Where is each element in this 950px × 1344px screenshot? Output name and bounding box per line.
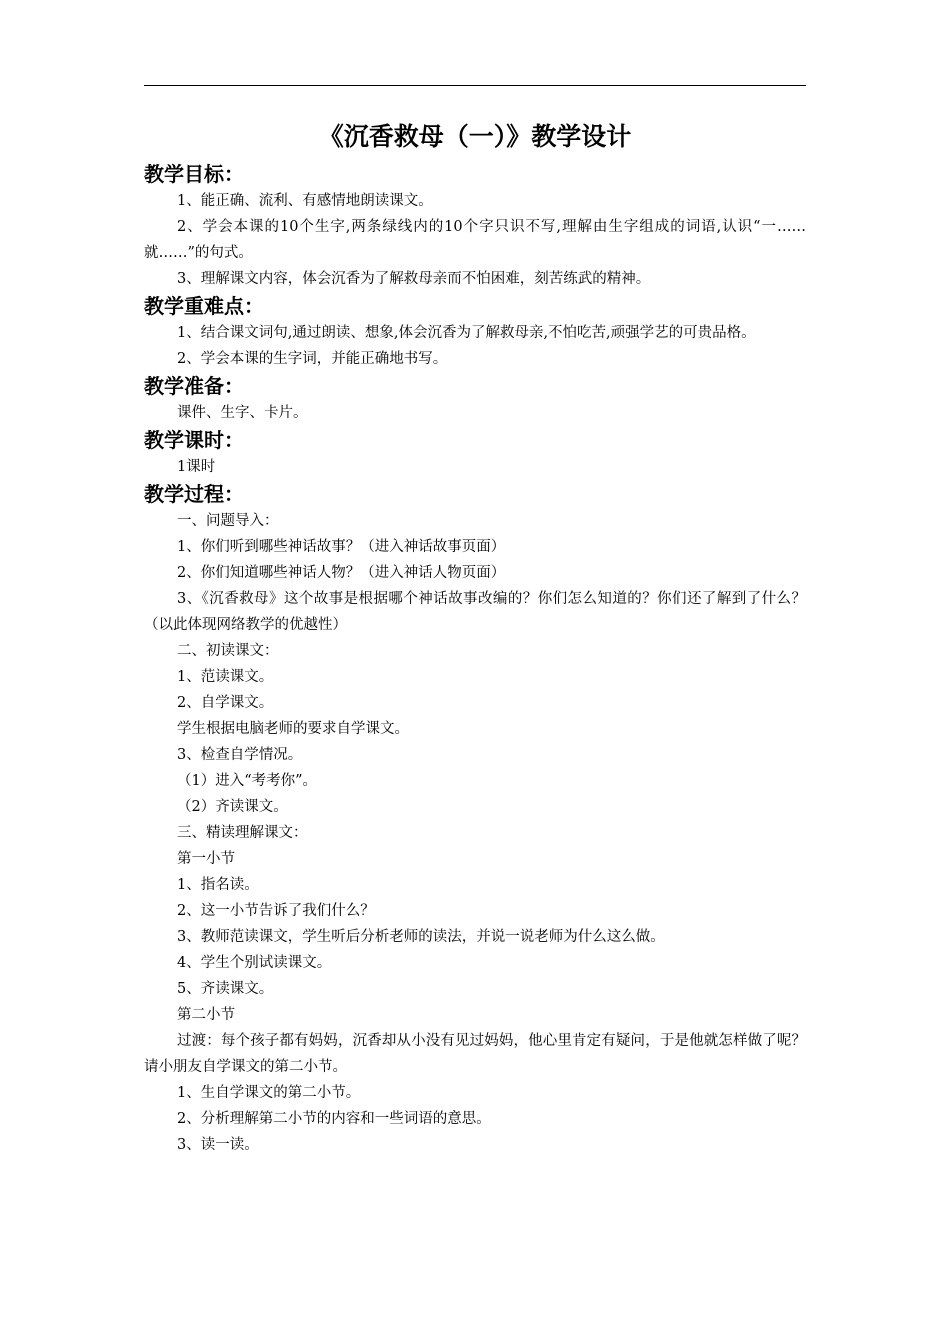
paragraph: 3、《沉香救母》这个故事是根据哪个神话故事改编的？你们怎么知道的？你们还了解到了什么？（以此体现网络教学的优越性） — [144, 591, 806, 633]
paragraph: 1、结合课文词句,通过朗读、想象,体会沉香为了解救母亲,不怕吃苦,顽强学艺的可贵品格。 — [177, 325, 756, 341]
paragraph: 三、精读理解课文： — [177, 825, 308, 841]
paragraph: 1、指名读。 — [177, 877, 259, 893]
paragraph: 3、理解课文内容，体会沉香为了解救母亲而不怕困难，刻苦练武的精神。 — [177, 271, 651, 287]
paragraph: 第二小节 — [177, 1007, 235, 1023]
section-heading-goals: 教学目标： — [144, 162, 244, 186]
paragraph: 2、学会本课的生字词，并能正确地书写。 — [177, 351, 448, 367]
paragraph: （1）进入“考考你”。 — [177, 773, 318, 789]
paragraph: 二、初读课文： — [177, 643, 279, 659]
section-heading-key-points: 教学重难点： — [144, 294, 264, 318]
paragraph: 课件、生字、卡片。 — [177, 405, 308, 421]
paragraph: 1、范读课文。 — [177, 669, 274, 685]
paragraph: 一、问题导入： — [177, 513, 279, 529]
paragraph: 1、你们听到哪些神话故事？（进入神话故事页面） — [177, 539, 506, 555]
paragraph: 2、分析理解第二小节的内容和一些词语的意思。 — [177, 1111, 491, 1127]
section-heading-preparation: 教学准备： — [144, 374, 244, 398]
paragraph: 学生根据电脑老师的要求自学课文。 — [177, 721, 409, 737]
section-heading-class-hours: 教学课时： — [144, 428, 244, 452]
paragraph: （2）齐读课文。 — [177, 799, 288, 815]
paragraph: 3、读一读。 — [177, 1137, 259, 1153]
paragraph: 1、能正确、流利、有感情地朗读课文。 — [177, 193, 433, 209]
header-rule — [144, 85, 806, 86]
paragraph: 2、学会本课的10个生字,两条绿线内的10个字只识不写,理解由生字组成的词语,认识“一……就……”的句式。 — [144, 219, 806, 261]
paragraph: 1、生自学课文的第二小节。 — [177, 1085, 361, 1101]
paragraph: 第一小节 — [177, 851, 235, 867]
paragraph: 3、检查自学情况。 — [177, 747, 303, 763]
paragraph: 2、自学课文。 — [177, 695, 274, 711]
paragraph: 4、学生个别试读课文。 — [177, 955, 332, 971]
paragraph: 过渡：每个孩子都有妈妈，沉香却从小没有见过妈妈，他心里肯定有疑问，于是他就怎样做了呢？请小朋友自学课文的第二小节。 — [144, 1033, 806, 1075]
paragraph: 1课时 — [177, 459, 216, 475]
paragraph: 3、教师范读课文，学生听后分析老师的读法，并说一说老师为什么这么做。 — [177, 929, 665, 945]
paragraph: 2、这一小节告诉了我们什么？ — [177, 903, 375, 919]
document-title: 《沉香救母（一）》教学设计 — [318, 122, 632, 151]
section-heading-process: 教学过程： — [144, 482, 244, 506]
paragraph: 5、齐读课文。 — [177, 981, 274, 997]
paragraph: 2、你们知道哪些神话人物？（进入神话人物页面） — [177, 565, 506, 581]
document-body — [144, 160, 806, 1158]
